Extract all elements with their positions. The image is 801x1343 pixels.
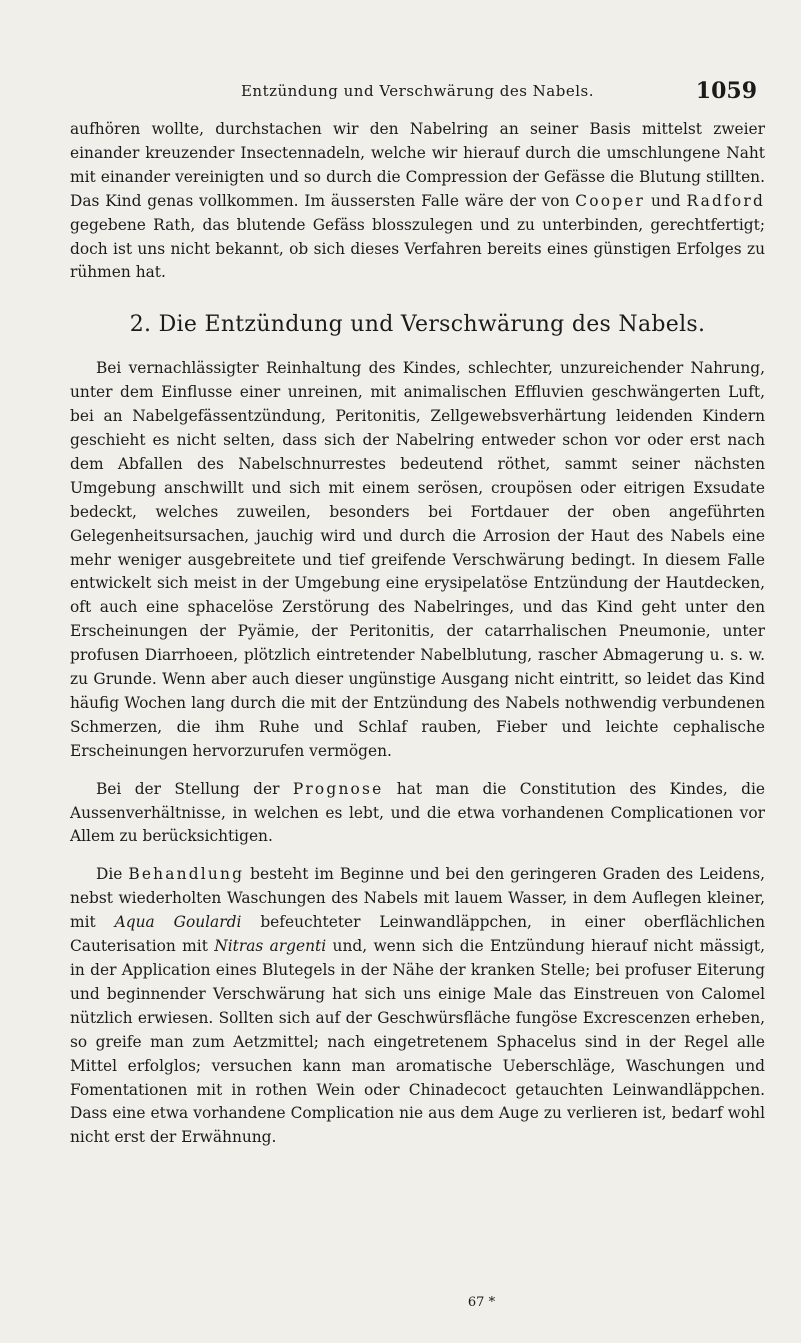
paragraph-continued xyxy=(70,118,765,285)
paragraph-prognosis xyxy=(70,778,765,850)
text-run: Die xyxy=(96,865,129,884)
text-run: gegebene Rath, das blutende Gefäss blosszulegen und zu unterbinden, gerechtfertigt; doch ist uns nicht bekannt, ob sich dieses Verfahren bereits eines günstigen Erfolges zu rühmen hat. xyxy=(70,215,765,282)
term-prognose: Prognose xyxy=(292,779,384,798)
paragraph-etiology: Bei vernachlässigter Reinhaltung des Kindes, schlechter, unzureichender Nahrung, unter dem Einflusse einer unreinen, mit animalischen Effluvien geschwängerten Luft, bei an Nabelgefässentzündung, Peritonitis, Zellgewebsverhärtung leidenden Kindern geschieht es nicht selten, dass sich der Nabelring entweder schon vor oder erst nach dem Abfallen des Nabelschnurrestes bedeutend röthet, sammt seiner nächsten Umgebung anschwillt und sich mit einem serösen, croupösen oder eitrigen Exsudate bedeckt, welches zuweilen, besonders bei Fortdauer der oben angeführten Gelegenheitsursachen, jauchig wird und durch die Arrosion der Haut des Nabels eine mehr weniger ausgebreitete und tief greifende Verschwärung bedingt. In diesem Falle entwickelt sich meist in der Umgebung eine erysipelatöse Entzündung der Hautdecken, oft auch eine sphacelöse Zerstörung des Nabelringes, und das Kind geht unter den Erscheinungen der Pyämie, der Peritonitis, der catarrhalischen Pneumonie, unter profusen Diarrhoeen, plötzlich eintretender Nabelblutung, rascher Abmagerung u. s. w. zu Grunde. Wenn aber auch dieser ungünstige Ausgang nicht eintritt, so leidet das Kind häufig Wochen lang durch die mit der Entzündung des Nabels nothwendig verbundenen Schmerzen, die ihm Ruhe und Schlaf rauben, Fieber und leichte cephalische Erscheinungen hervorzurufen vermögen. xyxy=(70,359,765,760)
text-run: aufhören wollte, durchstachen wir den Nabelring an seiner Basis mittelst zweier einander kreuzender Insectennadeln, welche wir hierauf durch die umschlungene Naht mit einander vereinigten und so durch die Compression der Gefässe die Blutung stillten. Das Kind genas vollkommen. Im äussersten Falle wäre der von xyxy=(70,120,765,210)
author-name-cooper: Cooper xyxy=(575,191,646,210)
author-name-radford: Radford xyxy=(686,191,766,210)
text-run: und, wenn sich die Entzündung hierauf nicht mässigt, in der Application eines Blutegels in der Nähe der kranken Stelle; bei profuser Eiterung und beginnender Verschwärung hat sich uns einige Male das Einstreuen von Calomel nützlich erwiesen. Sollten sich auf der Geschwürsfläche fungöse Excrescenzen erheben, so greife man zum Aetzmittel; nach eingetretenem Sphacelus sind in der Regel alle Mittel erfolglos; versuchen kann man aromatische Ueberschläge, Waschungen und Fomentationen mit in rothen Wein oder Chinadecoct getauchten Leinwandläppchen. Dass eine etwa vorhandene Complication nie aus dem Auge zu verlieren ist, bedarf wohl nicht erst der Erwähnung. xyxy=(70,937,765,1147)
text-run: und xyxy=(645,191,687,210)
paragraph-gap xyxy=(70,764,765,778)
running-header xyxy=(70,78,765,104)
term-nitras-argenti: Nitras argenti xyxy=(214,937,327,956)
paragraph-gap xyxy=(70,849,765,863)
text-run: befeuchteter Leinwandläppchen, in einer oberflächlichen Cauterisation mit xyxy=(70,913,765,956)
page-number: 1059 xyxy=(695,78,757,104)
term-behandlung: Behandlung xyxy=(128,865,245,884)
paragraph-treatment xyxy=(70,863,765,1150)
term-aqua-goulardi: Aqua Goulardi xyxy=(114,913,242,932)
page-body xyxy=(70,118,765,1150)
text-run: besteht im Beginne und bei den geringeren Graden des Leidens, nebst wiederholten Waschungen des Nabels mit lauem Wasser, in dem Auflegen kleiner, mit xyxy=(70,865,765,932)
text-run: hat man die Constitution des Kindes, die Aussenverhältnisse, in welchen es lebt, und die etwa vorhandenen Complicationen vor Allem zu berücksichtigen. xyxy=(70,779,766,846)
running-title: Entzündung und Verschwärung des Nabels. xyxy=(240,82,594,100)
signature-mark: 67 * xyxy=(467,1295,496,1310)
text-run: Bei der Stellung der xyxy=(96,779,293,798)
section-heading: 2. Die Entzündung und Verschwärung des Nabels. xyxy=(129,312,706,338)
